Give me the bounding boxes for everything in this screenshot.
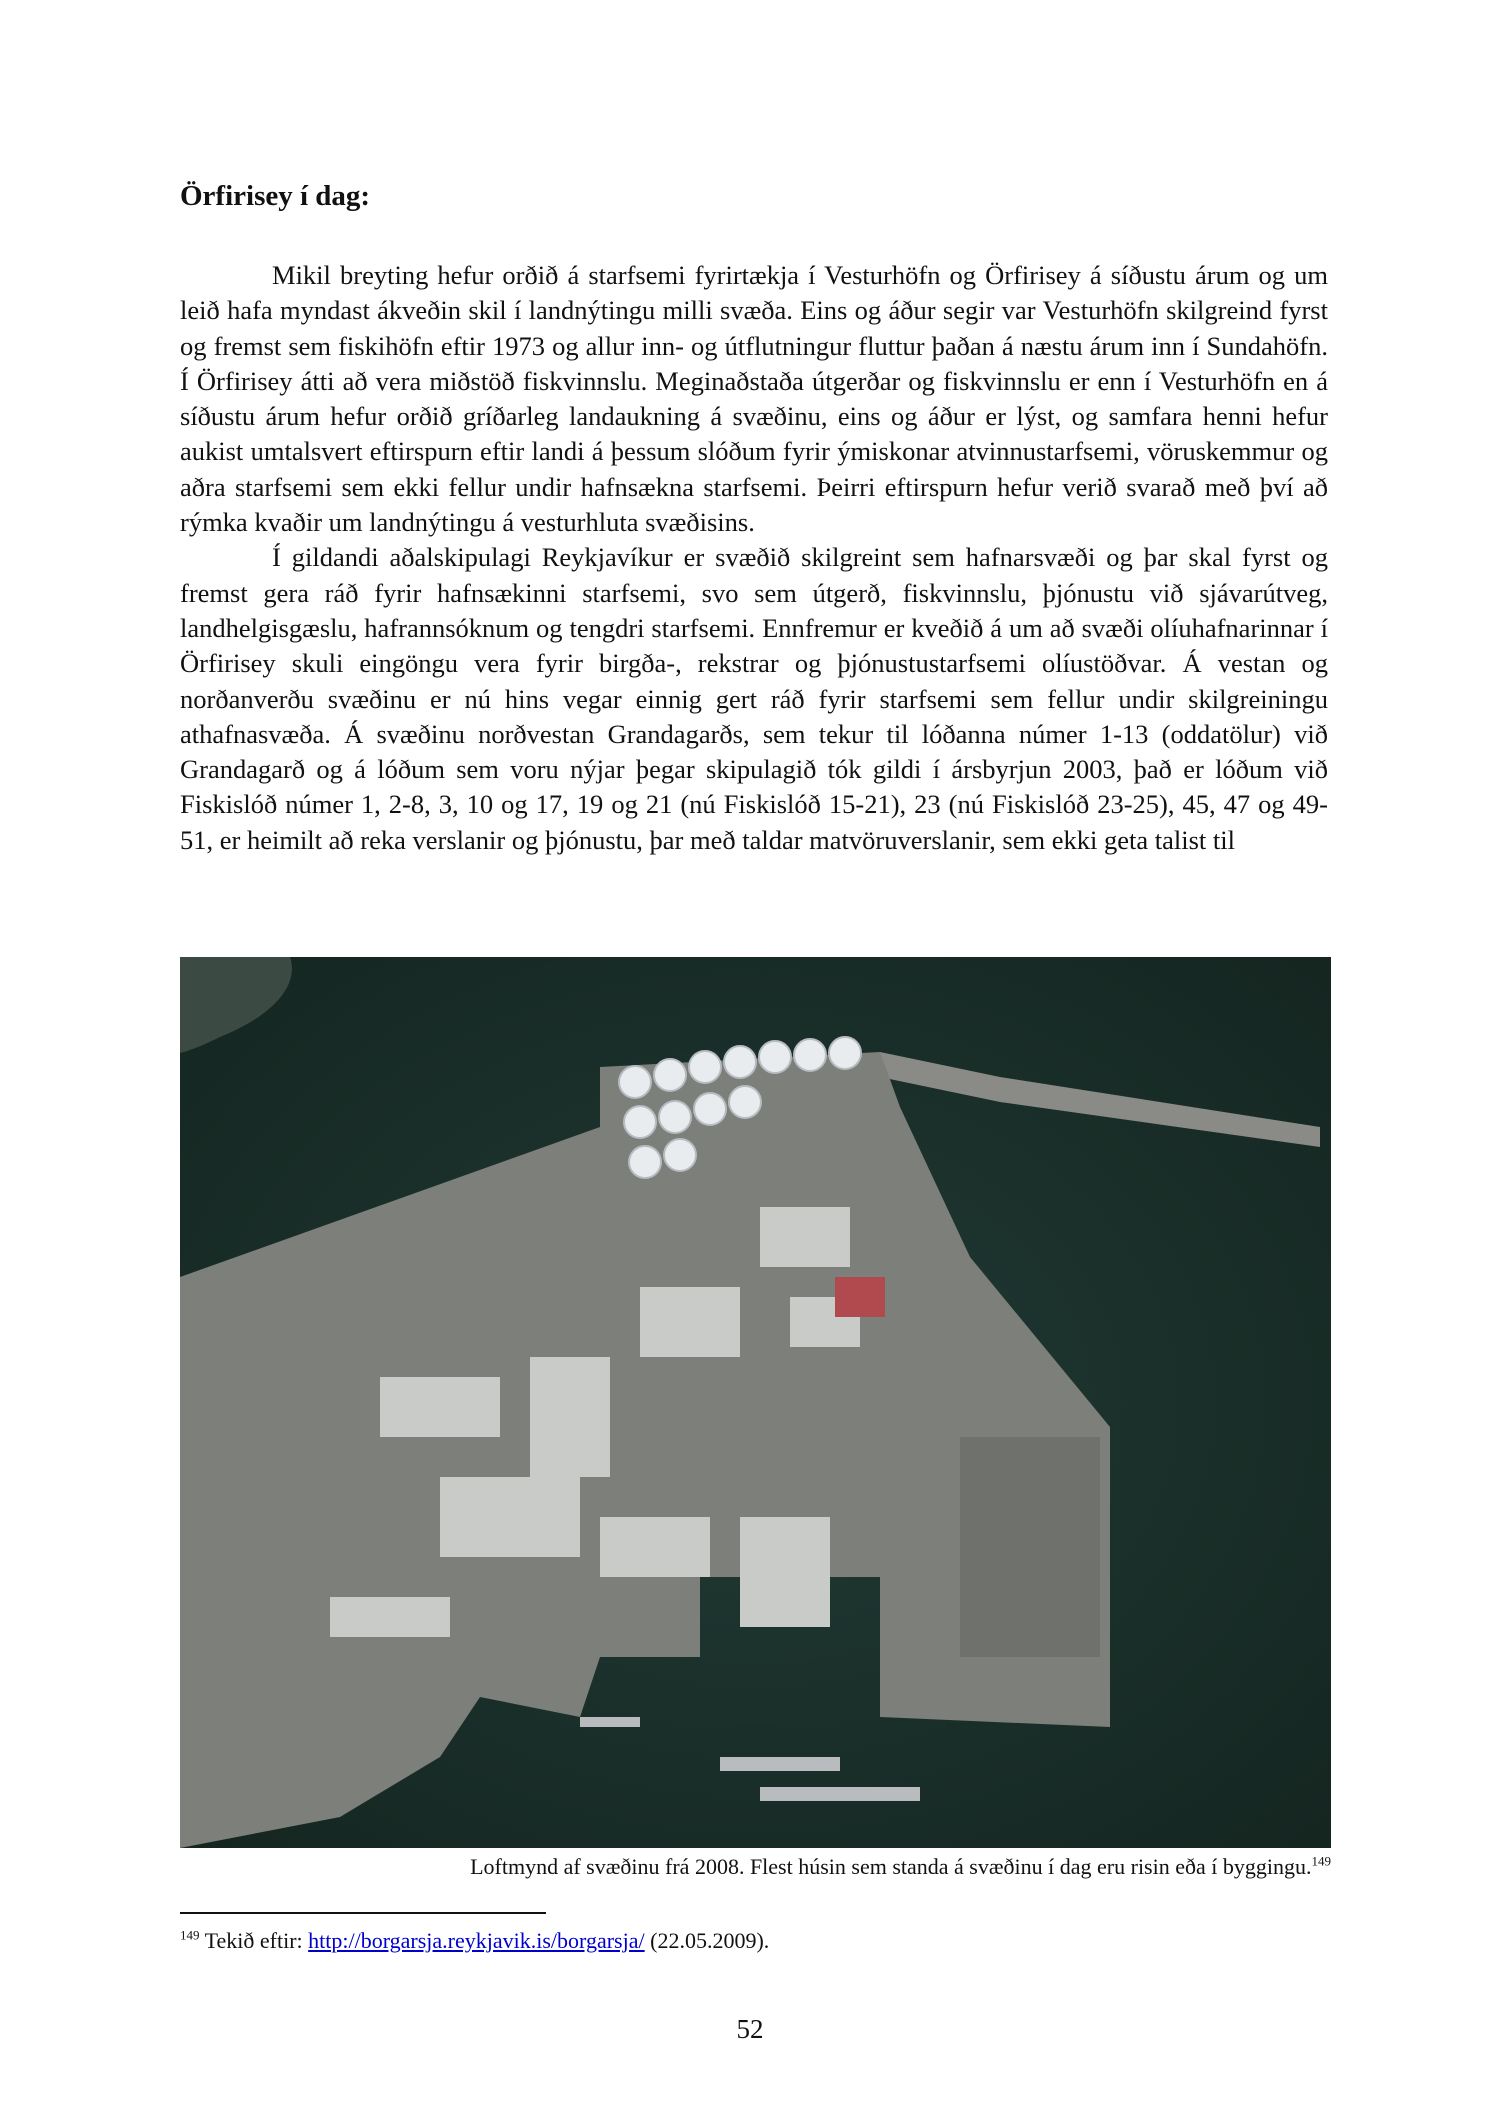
paragraph-2: Í gildandi aðalskipulagi Reykjavíkur er svæðið skilgreint sem hafnarsvæði og þar skal fyrst og fremst gera ráð fyrir hafnsækinni starfsemi, svo sem útgerð, fiskvinnslu, þjónustu við sjávarútveg, landhelgisgæslu, hafrannsóknum og tengdri starfsemi. Ennfremur er kveðið á um að svæði olíuhafnarinnar í Örfirisey skuli eingöngu vera fyrir birgða-, rekstrar og þjónustustarfsemi olíustöðvar. Á vestan og norðanverðu svæðinu er nú hins vegar einnig gert ráð fyrir starfsemi sem fellur undir skilgreiningu athafnasvæða. Á svæðinu norðvestan Grandagarðs, sem tekur til lóðanna númer 1-13 (oddatölur) við Grandagarð og á lóðum sem voru nýjar þegar skipulagið tók gildi í ársbyrjun 2003, það er lóðum við Fiskislóð númer 1, 2-8, 3, 10 og 17, 19 og 21 (nú Fiskislóð 15-21), 23 (nú Fiskislóð 23-25), 45, 47 og 49-51, er heimilt að reka verslanir og þjónustu, þar með taldar matvöruverslanir, sem ekki geta talist til [180,542,1328,855]
aerial-photo [180,957,1331,1848]
pier [960,1437,1100,1657]
figure-caption [180,1854,1331,1880]
footnote-suffix: (22.05.2009). [644,1928,770,1953]
footnote-number: 149 [180,1927,200,1943]
footnote-link[interactable]: http://borgarsja.reykjavik.is/borgarsja/ [308,1928,645,1953]
body-text [180,258,1328,858]
footnote-separator [180,1912,546,1914]
footnote [180,1928,769,1954]
caption-footnote-ref[interactable]: 149 [1311,1853,1331,1869]
caption-text: Loftmynd af svæðinu frá 2008. Flest húsin sem standa á svæðinu í dag eru risin eða í byggingu. [470,1854,1312,1879]
footnote-prefix: Tekið eftir: [204,1928,309,1953]
paragraph-1: Mikil breyting hefur orðið á starfsemi fyrirtækja í Vesturhöfn og Örfirisey á síðustu árum og um leið hafa myndast ákveðin skil í landnýtingu milli svæða. Eins og áður segir var Vesturhöfn skilgreind fyrst og fremst sem fiskihöfn eftir 1973 og allur inn- og útflutningur fluttur þaðan á næstu árum inn í Sundahöfn. Í Örfirisey átti að vera miðstöð fiskvinnslu. Meginaðstaða útgerðar og fiskvinnslu er enn í Vesturhöfn en á síðustu árum hefur orðið gríðarleg landaukning á svæðinu, eins og áður er lýst, og samfara henni hefur aukist umtalsvert eftirspurn eftir landi á þessum slóðum fyrir ýmiskonar atvinnustarfsemi, vöruskemmur og aðra starfsemi sem ekki fellur undir hafnsækna starfsemi. Þeirri eftirspurn hefur verið svarað með því að rýmka kvaðir um landnýtingu á vesturhluta svæðisins. [180,260,1328,538]
page-number: 52 [736,2014,764,2044]
section-heading: Örfirisey í dag: [180,180,371,212]
red-roof-building [835,1277,885,1317]
